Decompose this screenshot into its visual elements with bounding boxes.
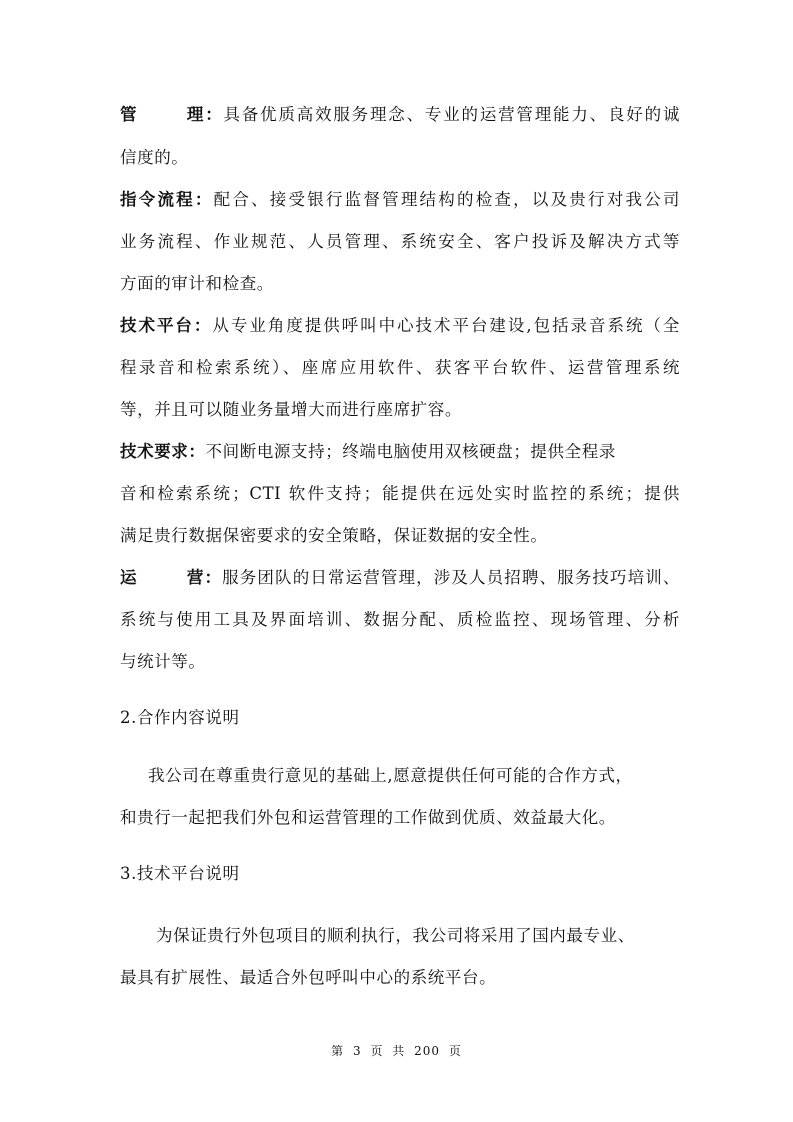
instruction-flow-text-2: 业务流程、作业规范、人员管理、系统安全、客户投诉及解决方式等 — [120, 232, 680, 251]
footer-mid2: 共 — [392, 1044, 406, 1058]
instruction-flow-label: 指令流程 — [120, 190, 195, 209]
cooperation-para-1: 我公司在尊重贵行意见的基础上,愿意提供任何可能的合作方式， — [148, 766, 633, 785]
instruction-flow-text-1: 配合、接受银行监督管理结构的检查，以及贵行对我公司 — [213, 190, 681, 209]
operations-label: 运 营 — [120, 568, 204, 587]
page-footer — [0, 1043, 793, 1059]
operations-label-colon: ： — [204, 568, 223, 587]
operations-text-2: 系统与使用工具及界面培训、数据分配、质检监控、现场管理、分析 — [120, 610, 680, 629]
operations-text-3: 与统计等。 — [120, 652, 206, 671]
tech-requirements-text-2: 音和检索系统；CTI 软件支持；能提供在远处实时监控的系统；提供 — [120, 484, 680, 503]
management-line-1 — [120, 104, 680, 126]
cooperation-para-2: 和贵行一起把我们外包和运营管理的工作做到优质、效益最大化。 — [120, 808, 616, 827]
management-text-2: 信度的。 — [120, 148, 189, 167]
tech-platform-label: 技术平台 — [120, 316, 194, 335]
tech-requirements-label: 技术要求 — [120, 442, 189, 461]
management-label: 管 理 — [120, 105, 204, 124]
tech-platform-text-1: 从专业角度提供呼叫中心技术平台建设,包括录音系统（全 — [212, 316, 680, 335]
footer-mid1: 页 — [370, 1044, 384, 1058]
platform-desc-para-1: 为保证贵行外包项目的顺利执行，我公司将采用了国内最专业、 — [156, 926, 635, 945]
instruction-flow-label-colon: ： — [194, 190, 214, 209]
tech-platform-text-3: 等，并且可以随业务量增大而进行座席扩容。 — [120, 400, 462, 419]
tech-requirements-label-colon: ： — [188, 442, 206, 461]
footer-prefix: 第 — [331, 1044, 345, 1058]
tech-platform-text-2: 程录音和检索系统）、座席应用软件、获客平台软件、运营管理系统 — [120, 358, 680, 377]
footer-page-number: 3 — [352, 1044, 362, 1058]
tech-requirements-line-1 — [120, 441, 680, 463]
instruction-flow-line-1 — [120, 189, 680, 211]
tech-platform-line-1 — [120, 315, 680, 337]
footer-total-pages: 200 — [414, 1044, 441, 1058]
tech-requirements-text-1: 不间断电源支持；终端电脑使用双核硬盘；提供全程录 — [205, 442, 616, 461]
tech-requirements-text-3: 满足贵行数据保密要求的安全策略，保证数据的安全性。 — [120, 526, 548, 545]
platform-desc-heading: 3.技术平台说明 — [120, 864, 240, 883]
cooperation-heading: 2.合作内容说明 — [120, 708, 240, 727]
instruction-flow-text-3: 方面的审计和检查。 — [120, 274, 274, 293]
operations-line-1 — [120, 567, 680, 589]
tech-platform-label-colon: ： — [193, 316, 213, 335]
platform-desc-para-2: 最具有扩展性、最适合外包呼叫中心的系统平台。 — [120, 968, 497, 987]
management-label-colon: ： — [204, 105, 224, 124]
footer-suffix: 页 — [448, 1044, 462, 1058]
operations-text-1: 服务团队的日常运营管理，涉及人员招聘、服务技巧培训、 — [222, 568, 680, 587]
management-text-1: 具备优质高效服务理念、专业的运营管理能力、良好的诚 — [223, 105, 680, 124]
